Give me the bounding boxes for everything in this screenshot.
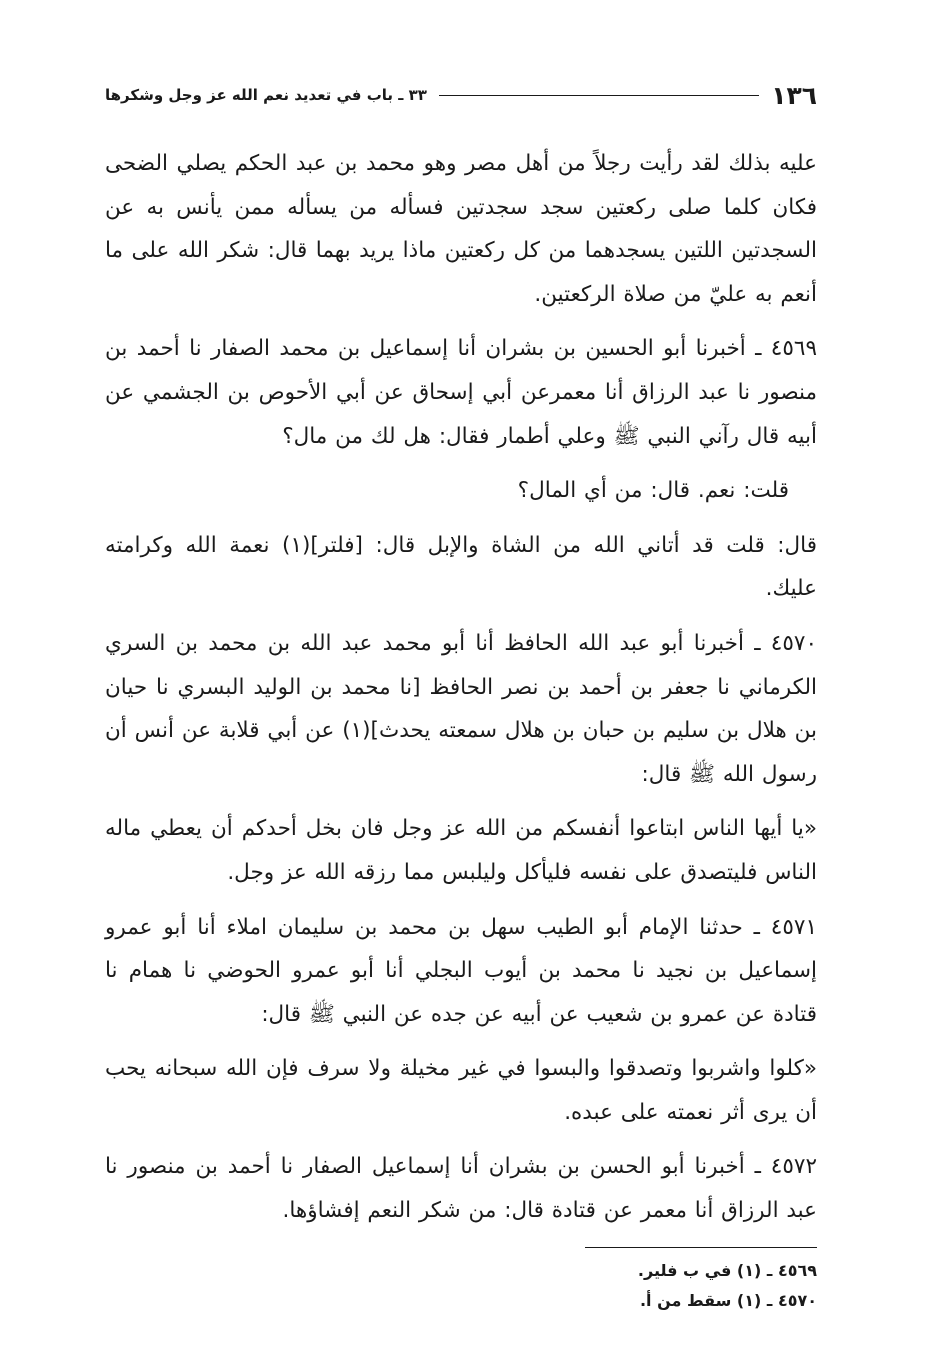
hadith-4570: ٤٥٧٠ ـ أخبرنا أبو عبد الله الحافظ أنا أبو محمد عبد الله بن محمد بن السري الكرماني نا جعفر بن أحمد بن نصر الحافظ [نا محمد بن الوليد البسري نا حيان بن هلال بن سليم بن حبان بن هلال سمعته يحدث](١) عن أبي قلابة عن أنس أن رسول الله ﷺ قال: [105, 630, 817, 787]
footnote: ٤٥٦٩ ـ (١) في ب فلير. [637, 1260, 817, 1280]
hadith-text: «كلوا واشربوا وتصدقوا والبسوا في غير مخيلة ولا سرف فإن الله سبحانه يحب أن يرى أثر نعمته على عبده. [105, 1056, 817, 1125]
page-header [105, 78, 817, 112]
book-page [105, 78, 817, 1316]
dialogue-line: قلت: نعم. قال: من أي المال؟ [517, 478, 789, 504]
body-text [105, 142, 817, 1233]
paragraph-continuation: عليه بذلك لقد رأيت رجلاً من أهل مصر وهو محمد بن عبد الحكم يصلي الضحى فكان كلما صلى ركعتين سجد سجدتين فسأله من يسأله ممن يأنس به عن السجدتين اللتين يسجدهما من كل ركعتين ماذا يريد بهما قال: شكر الله على ما أنعم به عليّ من صلاة الركعتين. [105, 151, 817, 307]
hadith-text: «يا أيها الناس ابتاعوا أنفسكم من الله عز وجل فان بخل أحدكم أن يعطي ماله الناس فليتصدق على نفسه فليأكل وليلبس مما رزقه الله عز وجل. [105, 816, 817, 885]
footnote-rule [585, 1247, 817, 1248]
hadith-4572: ٤٥٧٢ ـ أخبرنا أبو الحسن بن بشران أنا إسماعيل الصفار نا أحمد بن منصور نا عبد الرزاق أنا معمر عن قتادة قال: من شكر النعم إفشاؤها. [105, 1154, 817, 1224]
hadith-4569: ٤٥٦٩ ـ أخبرنا أبو الحسين بن بشران أنا إسماعيل بن محمد الصفار نا أحمد بن منصور نا عبد الرزاق أنا معمرعن أبي إسحاق عن أبي الأحوص بن الجشمي عن أبيه قال رآني النبي ﷺ وعلي أطمار فقال: هل لك من مال؟ [105, 336, 817, 449]
page-number: ١٣٦ [771, 80, 817, 110]
dialogue-line: قال: قلت قد أتاني الله من الشاة والإبل قال: [فلتر](١) نعمة الله وكرامته عليك. [105, 532, 818, 602]
header-rule [439, 95, 759, 96]
footnote: ٤٥٧٠ ـ (١) سقط من أ. [639, 1290, 817, 1310]
footnotes [105, 1256, 817, 1316]
running-title: ٣٣ ـ باب في تعديد نعم الله عز وجل وشكرها [105, 86, 427, 104]
hadith-4571: ٤٥٧١ ـ حدثنا الإمام أبو الطيب سهل بن محمد بن سليمان املاء أنا أبو عمرو إسماعيل بن نجيد نا محمد بن أيوب البجلي أنا أبو عمرو الحوضي نا همام نا قتادة عن عمرو بن شعيب عن أبيه عن جده عن النبي ﷺ قال: [105, 914, 817, 1027]
